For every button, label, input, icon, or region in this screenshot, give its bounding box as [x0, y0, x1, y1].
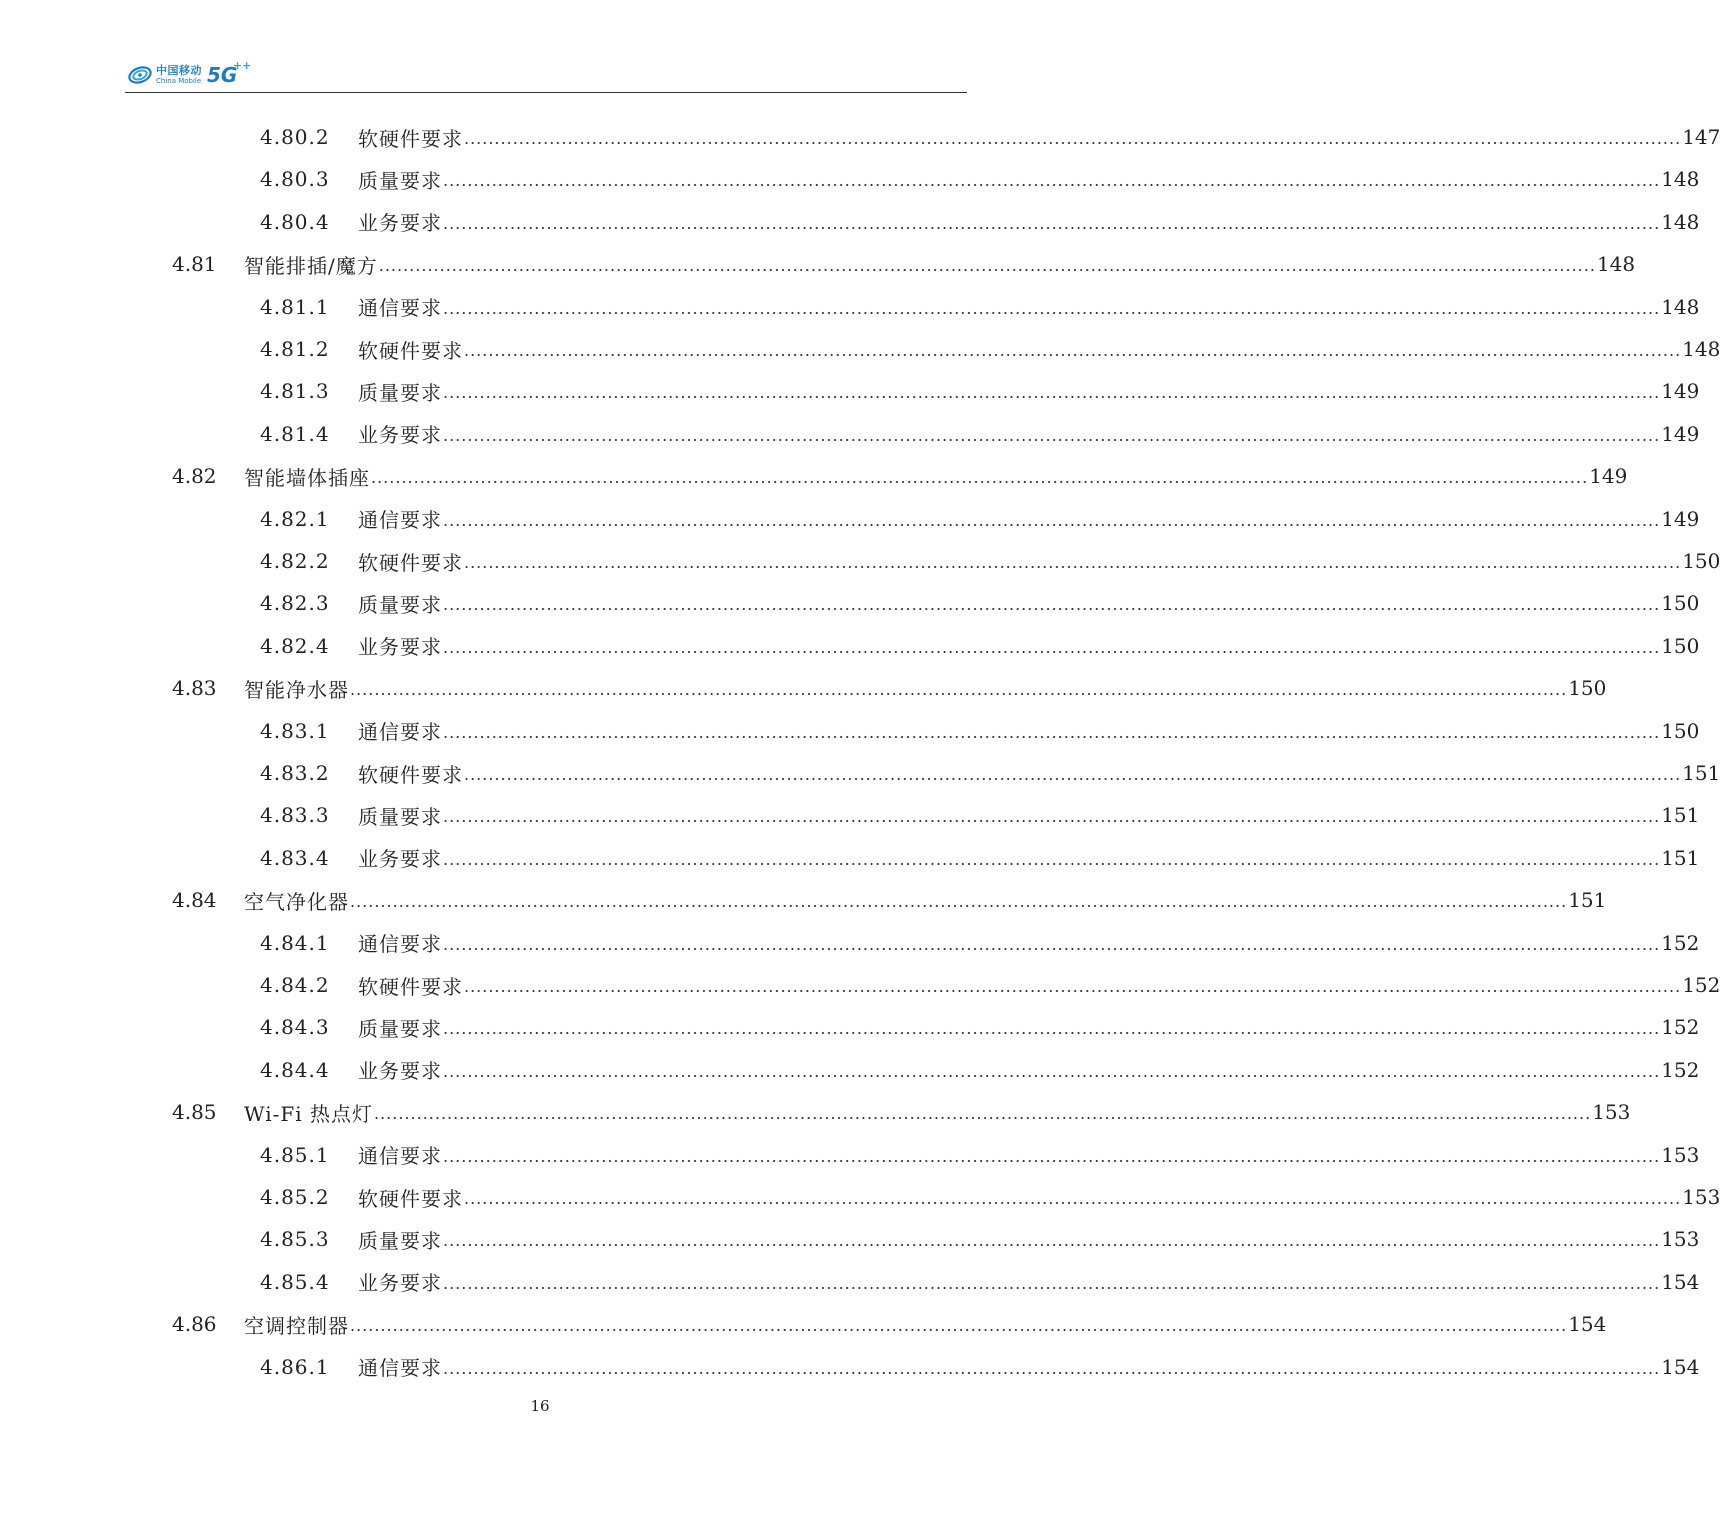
- toc-entry-page: 149: [1661, 379, 1700, 404]
- toc-entry-page: 150: [1661, 591, 1700, 616]
- toc-entry[interactable]: [260, 710, 1700, 752]
- toc-entry[interactable]: [260, 625, 1700, 667]
- header-rule: [125, 92, 967, 93]
- toc-entry-page: 150: [1661, 718, 1700, 743]
- toc-leader-dots: ........................................................................................................................................................................................................: [443, 1061, 1661, 1081]
- toc-entry[interactable]: [260, 1049, 1700, 1091]
- toc-entry-title: 软硬件要求: [358, 338, 463, 363]
- logo-cn-text: 中国移动: [156, 64, 202, 77]
- toc-leader-dots: ........................................................................................................................................................................................................: [350, 680, 1568, 700]
- toc-leader-dots: ........................................................................................................................................................................................................: [443, 510, 1661, 530]
- toc-entry-number: 4.84.2: [260, 973, 330, 997]
- toc-entry-page: 149: [1661, 421, 1700, 446]
- toc-entry-title: 质量要求: [358, 1016, 442, 1041]
- toc-leader-dots: ........................................................................................................................................................................................................: [443, 383, 1661, 403]
- toc-entry-number: 4.80.3: [260, 167, 330, 192]
- toc-entry-page: 150: [1661, 633, 1700, 658]
- toc-entry-page: 153: [1592, 1100, 1631, 1125]
- toc-entry-page: 152: [1661, 1057, 1700, 1082]
- toc-leader-dots: ........................................................................................................................................................................................................: [443, 171, 1661, 191]
- toc-entry[interactable]: [260, 1218, 1700, 1260]
- toc-entry[interactable]: [260, 922, 1700, 964]
- toc-entry[interactable]: [172, 667, 1607, 709]
- toc-entry-number: 4.82.2: [260, 549, 330, 573]
- toc-entry-title: 质量要求: [358, 168, 442, 193]
- toc-entry-number: 4.81.4: [260, 421, 330, 446]
- toc-entry-number: 4.85: [172, 1100, 217, 1125]
- toc-entry-title: 软硬件要求: [358, 126, 463, 151]
- toc-leader-dots: ........................................................................................................................................................................................................: [443, 1231, 1661, 1251]
- toc-entry-number: 4.82.3: [260, 591, 330, 616]
- toc-entry-number: 4.85.2: [260, 1185, 330, 1209]
- toc-entry-number: 4.83.4: [260, 845, 330, 870]
- toc-entry[interactable]: [260, 201, 1700, 243]
- toc-entry-page: 151: [1568, 888, 1607, 913]
- toc-entry[interactable]: [260, 752, 1720, 794]
- page-number: 16: [530, 1397, 550, 1415]
- toc-entry-title: 智能墙体插座: [244, 465, 370, 490]
- toc-entry-page: 149: [1661, 506, 1700, 531]
- toc-entry-page: 150: [1682, 549, 1720, 573]
- toc-entry-title: 业务要求: [358, 211, 442, 236]
- toc-entry[interactable]: [260, 1006, 1700, 1048]
- toc-entry[interactable]: [260, 328, 1720, 370]
- toc-entry-title: 软硬件要求: [358, 1186, 463, 1211]
- toc-entry-number: 4.82.1: [260, 506, 330, 531]
- toc-entry-title: 业务要求: [358, 1059, 442, 1084]
- toc-entry-title: 质量要求: [358, 1228, 442, 1253]
- toc-entry[interactable]: [172, 455, 1628, 497]
- toc-entry[interactable]: [260, 286, 1700, 328]
- toc-entry[interactable]: [172, 1303, 1607, 1345]
- toc-entry-page: 149: [1589, 464, 1628, 489]
- toc-entry-number: 4.82: [172, 464, 217, 489]
- toc-leader-dots: ........................................................................................................................................................................................................: [464, 977, 1682, 996]
- toc-leader-dots: ........................................................................................................................................................................................................: [443, 1358, 1661, 1378]
- toc-entry-page: 152: [1661, 1015, 1700, 1040]
- toc-entry-page: 153: [1682, 1185, 1720, 1209]
- toc-entry-title: 通信要求: [358, 296, 442, 321]
- toc-leader-dots: ........................................................................................................................................................................................................: [464, 765, 1682, 784]
- toc-entry-page: 152: [1661, 930, 1700, 955]
- plus-icon: ++: [232, 59, 252, 72]
- toc-entry[interactable]: [260, 413, 1700, 455]
- toc-entry-number: 4.83: [172, 676, 217, 701]
- toc-leader-dots: ........................................................................................................................................................................................................: [443, 849, 1661, 869]
- toc-entry-title: 空调控制器: [244, 1313, 349, 1338]
- toc-entry-page: 150: [1568, 676, 1607, 701]
- toc-leader-dots: ........................................................................................................................................................................................................: [350, 892, 1568, 912]
- logo-5g-text: 5G: [207, 63, 238, 87]
- toc-entry[interactable]: [260, 540, 1720, 582]
- toc-entry-number: 4.85.4: [260, 1269, 330, 1294]
- toc-entry-page: 148: [1661, 167, 1700, 192]
- toc-leader-dots: ........................................................................................................................................................................................................: [443, 298, 1661, 318]
- toc-entry-page: 154: [1568, 1312, 1607, 1337]
- toc-entry-title: 软硬件要求: [358, 974, 463, 999]
- toc-entry[interactable]: [172, 879, 1607, 921]
- toc-entry-number: 4.83.1: [260, 718, 330, 743]
- toc-entry-title: 质量要求: [358, 804, 442, 829]
- toc-entry[interactable]: [260, 1261, 1700, 1303]
- toc-entry[interactable]: [260, 1346, 1700, 1388]
- toc-leader-dots: ........................................................................................................................................................................................................: [443, 1019, 1661, 1039]
- toc-entry-title: 智能净水器: [244, 677, 349, 702]
- toc-entry[interactable]: [260, 498, 1700, 540]
- toc-entry-number: 4.84.3: [260, 1015, 330, 1040]
- toc-entry-page: 152: [1682, 973, 1720, 997]
- toc-entry[interactable]: [260, 1134, 1700, 1176]
- toc-entry-number: 4.83.2: [260, 761, 330, 785]
- toc-leader-dots: ........................................................................................................................................................................................................: [443, 1146, 1661, 1166]
- toc-entry[interactable]: [260, 1176, 1720, 1218]
- toc-entry-number: 4.83.3: [260, 803, 330, 828]
- toc-entry[interactable]: [260, 964, 1720, 1006]
- toc-leader-dots: ........................................................................................................................................................................................................: [371, 468, 1589, 488]
- toc-entry-number: 4.81.1: [260, 294, 330, 319]
- toc-leader-dots: ........................................................................................................................................................................................................: [378, 256, 1596, 276]
- toc-entry-title: 通信要求: [358, 1144, 442, 1169]
- toc-leader-dots: ........................................................................................................................................................................................................: [443, 637, 1661, 657]
- toc-leader-dots: ........................................................................................................................................................................................................: [464, 129, 1682, 148]
- toc-entry-number: 4.86.1: [260, 1354, 330, 1379]
- toc-entry-page: 148: [1682, 337, 1720, 361]
- toc-entry-title: 业务要求: [358, 847, 442, 872]
- toc-leader-dots: ........................................................................................................................................................................................................: [464, 1189, 1682, 1208]
- toc-entry[interactable]: [260, 116, 1720, 158]
- toc-entry[interactable]: [260, 370, 1700, 412]
- toc-entry[interactable]: [260, 582, 1700, 624]
- toc-entry-number: 4.86: [172, 1312, 217, 1337]
- toc-leader-dots: ........................................................................................................................................................................................................: [443, 722, 1661, 742]
- toc-entry-title: 软硬件要求: [358, 550, 463, 575]
- china-mobile-swirl-icon: [127, 62, 153, 88]
- toc-entry-number: 4.84: [172, 888, 217, 913]
- toc-entry-page: 151: [1661, 845, 1700, 870]
- toc-entry[interactable]: [172, 243, 1636, 285]
- toc-entry-number: 4.85.3: [260, 1227, 330, 1252]
- toc-leader-dots: ........................................................................................................................................................................................................: [443, 213, 1661, 233]
- toc-entry[interactable]: [260, 794, 1700, 836]
- toc-entry-title: 质量要求: [358, 380, 442, 405]
- toc-leader-dots: ........................................................................................................................................................................................................: [443, 595, 1661, 615]
- toc-entry-number: 4.84.4: [260, 1057, 330, 1082]
- toc-entry-page: 147: [1682, 125, 1720, 149]
- toc-entry-page: 148: [1596, 252, 1636, 277]
- toc-leader-dots: ........................................................................................................................................................................................................: [350, 1316, 1568, 1336]
- toc-entry-title: 业务要求: [358, 635, 442, 660]
- toc-entry-page: 154: [1661, 1269, 1700, 1294]
- toc-entry-page: 151: [1682, 761, 1720, 785]
- toc-entry-title: 通信要求: [358, 720, 442, 745]
- toc-entry-title: 智能排插/魔方: [244, 253, 378, 278]
- toc-leader-dots: ........................................................................................................................................................................................................: [464, 553, 1682, 572]
- toc-entry-number: 4.80.2: [260, 125, 330, 149]
- china-mobile-logo: [127, 59, 252, 88]
- toc-entry-title: 通信要求: [358, 932, 442, 957]
- toc-leader-dots: ........................................................................................................................................................................................................: [464, 341, 1682, 360]
- toc-entry-number: 4.80.4: [260, 209, 330, 234]
- toc-entry-page: 153: [1661, 1142, 1700, 1167]
- toc-entry-number: 4.81.3: [260, 379, 330, 404]
- toc-entry-page: 148: [1661, 209, 1700, 234]
- toc-entry-title: Wi-Fi 热点灯: [244, 1101, 373, 1126]
- toc-entry-title: 通信要求: [358, 508, 442, 533]
- toc-entry-number: 4.85.1: [260, 1142, 330, 1167]
- toc-entry-title: 业务要求: [358, 423, 442, 448]
- page-header: [125, 58, 967, 94]
- toc-entry[interactable]: [172, 1091, 1631, 1133]
- toc-entry-title: 质量要求: [358, 592, 442, 617]
- toc-leader-dots: ........................................................................................................................................................................................................: [374, 1104, 1592, 1124]
- toc-leader-dots: ........................................................................................................................................................................................................: [443, 934, 1661, 954]
- toc-leader-dots: ........................................................................................................................................................................................................: [443, 1273, 1661, 1293]
- toc-entry-number: 4.81.2: [260, 337, 330, 361]
- toc-leader-dots: ........................................................................................................................................................................................................: [443, 425, 1661, 445]
- toc-entry-number: 4.81: [172, 252, 217, 277]
- toc-entry-title: 业务要求: [358, 1271, 442, 1296]
- toc-entry-page: 151: [1661, 803, 1700, 828]
- logo-5g: [207, 59, 252, 87]
- toc-entry-page: 148: [1661, 294, 1700, 319]
- toc-leader-dots: ........................................................................................................................................................................................................: [443, 807, 1661, 827]
- toc-entry[interactable]: [260, 837, 1700, 879]
- toc-entry-page: 154: [1661, 1354, 1700, 1379]
- toc-entry-title: 通信要求: [358, 1356, 442, 1381]
- toc-entry-title: 软硬件要求: [358, 762, 463, 787]
- toc-entry-number: 4.82.4: [260, 633, 330, 658]
- toc-entry-title: 空气净化器: [244, 889, 349, 914]
- logo-en-text: China Mobile: [156, 77, 202, 85]
- toc-entry[interactable]: [260, 158, 1700, 200]
- toc-entry-page: 153: [1661, 1227, 1700, 1252]
- toc-entry-number: 4.84.1: [260, 930, 330, 955]
